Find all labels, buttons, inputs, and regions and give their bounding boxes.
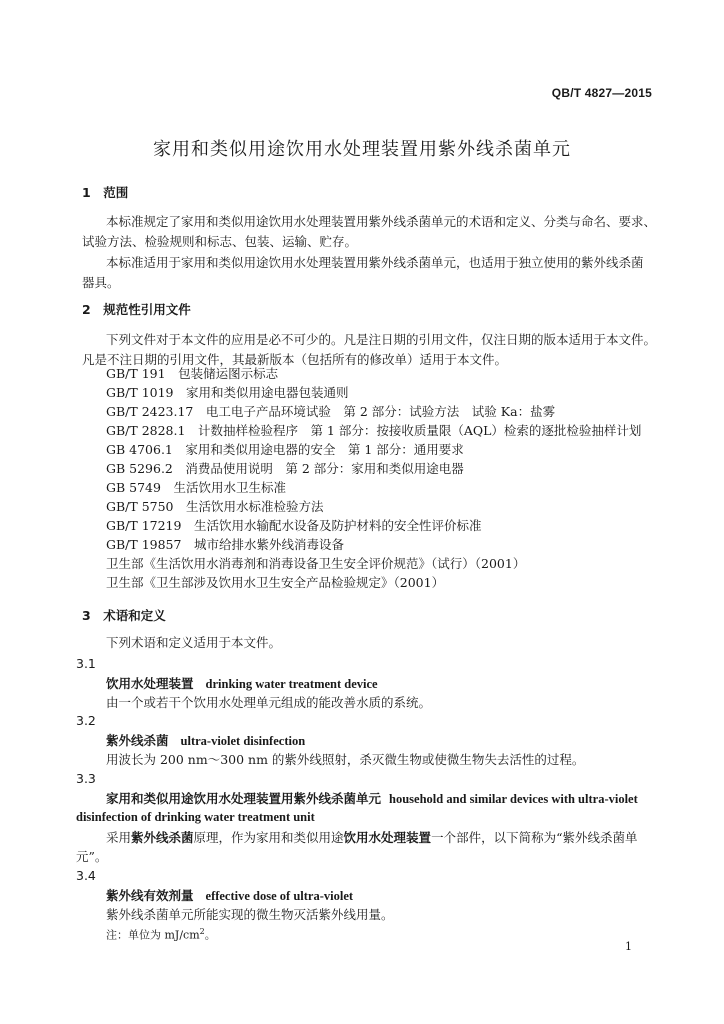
- clause-number: 3.3: [76, 771, 96, 786]
- section-title: 术语和定义: [103, 608, 166, 623]
- paragraph-line: 器具。: [82, 275, 120, 290]
- section-number: 1: [82, 185, 91, 200]
- reference-code: GB/T 17219: [106, 518, 182, 533]
- term-english: effective dose of ultra-violet: [205, 889, 354, 903]
- term-definition: 用波长为 200 nm～300 nm 的紫外线照射，杀灭微生物或使微生物失去活性的过程。: [106, 752, 585, 767]
- term-line: [106, 789, 638, 809]
- reference-list: [106, 364, 641, 592]
- term-line: [106, 731, 305, 751]
- reference-item: [106, 459, 641, 478]
- reference-title: 计数抽样检验程序 第 1 部分：按接收质量限（AQL）检索的逐批检验抽样计划: [197, 423, 642, 438]
- term-definition: 紫外线杀菌单元所能实现的微生物灭活紫外线用量。: [106, 907, 394, 922]
- term-chinese: 紫外线有效剂量: [106, 888, 194, 903]
- term-definition: 由一个或若干个饮用水处理单元组成的能改善水质的系统。: [106, 695, 432, 710]
- term-chinese: 紫外线杀菌: [106, 733, 169, 748]
- reference-title: 生活饮用水卫生标准: [173, 480, 286, 495]
- term-english: ultra-violet disinfection: [180, 734, 306, 748]
- reference-item: [106, 402, 641, 421]
- reference-code: GB/T 5750: [106, 499, 174, 514]
- clause-number: 3.4: [76, 868, 96, 883]
- note-text: 。: [204, 928, 216, 942]
- reference-title: 家用和类似用途电器的安全 第 1 部分：通用要求: [185, 442, 464, 457]
- section-number: 3: [82, 608, 91, 623]
- reference-title: 生活饮用水输配水设备及防护材料的安全性评价标准: [193, 518, 482, 533]
- reference-title: 城市给排水紫外线消毒设备: [193, 537, 344, 552]
- term-english: drinking water treatment device: [205, 677, 378, 691]
- term-line: [106, 886, 353, 906]
- reference-code: GB 4706.1: [106, 442, 173, 457]
- clause-number: 3.1: [76, 656, 96, 671]
- section-1-heading: [82, 183, 128, 202]
- reference-item: [106, 421, 641, 440]
- section-title: 范围: [103, 185, 129, 200]
- paragraph-line: 下列文件对于本文件的应用是必不可少的。凡是注日期的引用文件，仅注日期的版本适用于本文件。: [106, 332, 657, 347]
- definition-emphasis: 紫外线杀菌: [131, 830, 194, 845]
- standard-code: QB/T 4827—2015: [551, 86, 652, 100]
- reference-item: [106, 535, 641, 554]
- paragraph-line: 试验方法、检验规则和标志、包装、运输、贮存。: [82, 234, 358, 249]
- term-line: [106, 674, 378, 694]
- note-superscript: 2: [199, 927, 205, 936]
- note-text: 注：单位为 mJ/cm: [106, 928, 200, 942]
- section-number: 2: [82, 302, 91, 317]
- reference-item: [106, 383, 641, 402]
- page-number: 1: [625, 940, 632, 953]
- paragraph-line: 本标准适用于家用和类似用途饮用水处理装置用紫外线杀菌单元，也适用于独立使用的紫外线杀菌: [106, 255, 644, 270]
- clause-number: 3.2: [76, 713, 96, 728]
- term-definition: [106, 828, 637, 847]
- reference-title: 生活饮用水标准检验方法: [186, 499, 324, 514]
- paragraph-line: 本标准规定了家用和类似用途饮用水处理装置用紫外线杀菌单元的术语和定义、分类与命名、要求、: [106, 214, 657, 229]
- paragraph-line: 下列术语和定义适用于本文件。: [106, 635, 282, 650]
- definition-text: 原理，作为家用和类似用途: [193, 830, 344, 845]
- reference-item: 卫生部《卫生部涉及饮用水卫生安全产品检验规定》（2001）: [106, 575, 445, 590]
- term-definition-continued: 元”。: [76, 849, 108, 864]
- document-title: 家用和类似用途饮用水处理装置用紫外线杀菌单元: [153, 139, 571, 160]
- reference-code: GB/T 2828.1: [106, 423, 186, 438]
- term-chinese: 家用和类似用途饮用水处理装置用紫外线杀菌单元: [106, 791, 382, 806]
- reference-code: GB/T 2423.17: [106, 404, 194, 419]
- section-3-heading: [82, 606, 166, 625]
- term-english-continued: disinfection of drinking water treatment unit: [76, 810, 315, 824]
- reference-code: GB 5749: [106, 480, 161, 495]
- reference-item: [106, 497, 641, 516]
- paragraph-line: 凡是不注日期的引用文件，其最新版本（包括所有的修改单）适用于本文件。: [82, 352, 508, 367]
- reference-title: 包装储运图示标志: [178, 366, 279, 381]
- term-chinese: 饮用水处理装置: [106, 676, 194, 691]
- reference-item: [106, 516, 641, 535]
- term-english: household and similar devices with ultra-violet: [389, 792, 638, 806]
- definition-emphasis: 饮用水处理装置: [343, 830, 432, 845]
- reference-code: GB/T 191: [106, 366, 166, 381]
- reference-code: GB/T 1019: [106, 385, 174, 400]
- reference-item: 卫生部《生活饮用水消毒剂和消毒设备卫生安全评价规范》（试行）（2001）: [106, 556, 526, 571]
- reference-title: 消费品使用说明 第 2 部分：家用和类似用途电器: [185, 461, 464, 476]
- reference-title: 电工电子产品环境试验 第 2 部分：试验方法 试验 Ka：盐雾: [205, 404, 556, 419]
- reference-title: 家用和类似用途电器包装通则: [186, 385, 349, 400]
- definition-text: 采用: [106, 830, 132, 845]
- reference-code: GB 5296.2: [106, 461, 173, 476]
- section-2-heading: [82, 300, 191, 319]
- section-title: 规范性引用文件: [103, 302, 191, 317]
- reference-code: GB/T 19857: [106, 537, 182, 552]
- reference-item: [106, 478, 641, 497]
- definition-text: 一个部件，以下简称为“紫外线杀菌单: [431, 830, 638, 845]
- note: [106, 922, 216, 945]
- reference-item: [106, 364, 641, 383]
- reference-item: [106, 440, 641, 459]
